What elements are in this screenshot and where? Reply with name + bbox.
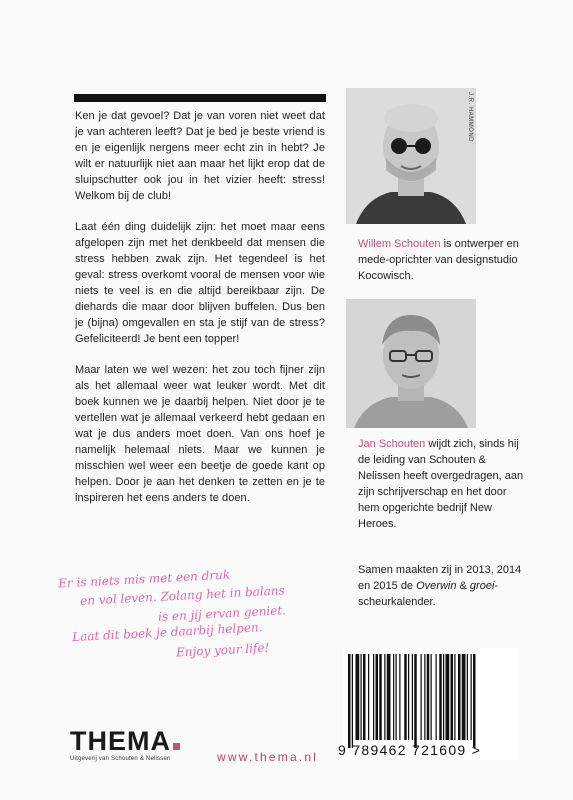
barcode-bar <box>363 654 366 740</box>
barcode-bar <box>412 654 413 740</box>
barcode-bar <box>384 654 385 740</box>
bio-jan-text: wijdt zich, sinds hij de leiding van Schouten & Nelissen heeft overgedragen, aan zijn schrijverschap en het door hem opgerichte bedrijf New Heroes. <box>358 438 524 530</box>
logo-subtitle: Uitgeverij van Schouten & Nelissen <box>70 756 171 762</box>
barcode-bar <box>439 654 442 740</box>
barcode-bar <box>404 654 407 740</box>
barcode-bar <box>446 654 450 740</box>
barcode-bar <box>454 654 455 740</box>
bio-willem-text: is ontwerper en mede-oprichter van designstudio Kocowisch. <box>358 238 519 282</box>
barcode-bar <box>396 654 397 740</box>
bio-jan <box>358 436 528 532</box>
barcode-bar <box>424 654 425 740</box>
paragraph-1: Ken je dat gevoel? Dat je van voren niet weet dat je van achteren leeft? Dat je bed je beste vriend is en je eigenlijk nergens meer echt zin in hebt? Je wilt er natuurlijk niet aan maar het lijkt erop dat de sluipschutter ook jou in het vizier heeft: stress! Welkom bij de club! <box>75 110 325 202</box>
handwriting-line-1: Er is niets mis met een druk <box>57 567 231 591</box>
barcode-bar <box>427 654 430 740</box>
handwriting-line-5: Enjoy your life! <box>175 640 270 660</box>
paragraph-3: Maar laten we wel wezen: het zou toch fijner zijn als het allemaal weer wat leuker wordt. Met dit boek kunnen we je daarbij helpen. Niet door je te vertellen wat je allemaal verkeerd hebt gedaan en wat je dus anders moet doen. Van ons hoef je namelijk helemaal niets. Maar we kunnen je misschien wel weer een beetje de goede kant op helpen. Door je aan het denken te zetten en je te inspireren het eens anders te doen. <box>75 364 325 504</box>
barcode-bar <box>431 654 432 740</box>
barcode-bar <box>467 654 468 740</box>
barcode-bar <box>361 654 362 740</box>
barcode-bar <box>471 654 472 740</box>
logo-dot-icon <box>173 743 180 750</box>
bio-together <box>358 562 528 610</box>
bio-willem <box>358 236 528 284</box>
barcode-bar <box>473 654 476 748</box>
barcode-bar <box>421 654 422 740</box>
author-photo-willem <box>346 88 476 224</box>
bio-willem-name: Willem Schouten <box>358 238 441 250</box>
back-cover-text <box>75 108 325 521</box>
barcode-bar <box>458 654 461 740</box>
barcode-bar <box>408 654 409 740</box>
barcode-bar <box>414 654 417 748</box>
barcode-bar <box>387 654 391 740</box>
publisher-logo <box>70 727 220 762</box>
barcode-bar <box>352 654 353 748</box>
isbn-digits: 9 789462 721609 > <box>338 742 482 758</box>
barcode-bar <box>462 654 466 740</box>
handwritten-quote <box>58 568 308 658</box>
bio-together-end: -scheurkalender. <box>358 580 499 608</box>
bio-together-mid: & <box>456 580 470 592</box>
logo-word: THEMA <box>70 726 171 756</box>
barcode-bar <box>373 654 374 740</box>
bio-together-start: Samen maakten zij in 2013, 2014 en 2015 de <box>358 564 522 592</box>
barcode-bar <box>443 654 444 740</box>
publisher-url[interactable]: www.thema.nl <box>217 750 319 764</box>
barcode-bar <box>368 654 369 740</box>
author-photo-jan <box>346 299 476 428</box>
barcode-bar <box>379 654 382 740</box>
barcode-bar <box>393 654 394 740</box>
bio-together-italic-groei: groei <box>469 580 495 592</box>
paragraph-2: Laat één ding duidelijk zijn: het moet maar eens afgelopen zijn met het denkbeeld dat mensen die stress hebben zwak zijn. Het tegendeel is het geval: stress overkomt vooral de mensen voor wie niets te veel is en die altijd bereikbaar zijn. De diehards die maar door blijven buffelen. Dus ben je (bijna) omgevallen en sta je stijf van de stress? Gefeliciteerd! Je bent een topper! <box>75 221 325 345</box>
handwriting-line-2: en vol leven. Zolang het in balans <box>79 583 286 608</box>
barcode-bar <box>451 654 454 740</box>
bio-together-italic-overwin: Overwin <box>416 580 457 592</box>
bio-jan-name: Jan Schouten <box>358 438 426 450</box>
barcode-bar <box>399 654 400 740</box>
portrait-willem-illustration <box>346 88 476 224</box>
barcode-bar <box>436 654 437 740</box>
handwriting-line-3: is en jij ervan geniet. <box>157 603 287 624</box>
top-black-bar <box>74 94 326 102</box>
photo-credit: J.R. HAMMOND <box>467 92 473 142</box>
portrait-jan-illustration <box>346 299 476 428</box>
handwriting-line-4: Laat dit boek je daarbij helpen. <box>71 620 263 645</box>
barcode-bar <box>356 654 360 740</box>
barcode-bar <box>348 654 351 748</box>
barcode-bar <box>376 654 379 740</box>
